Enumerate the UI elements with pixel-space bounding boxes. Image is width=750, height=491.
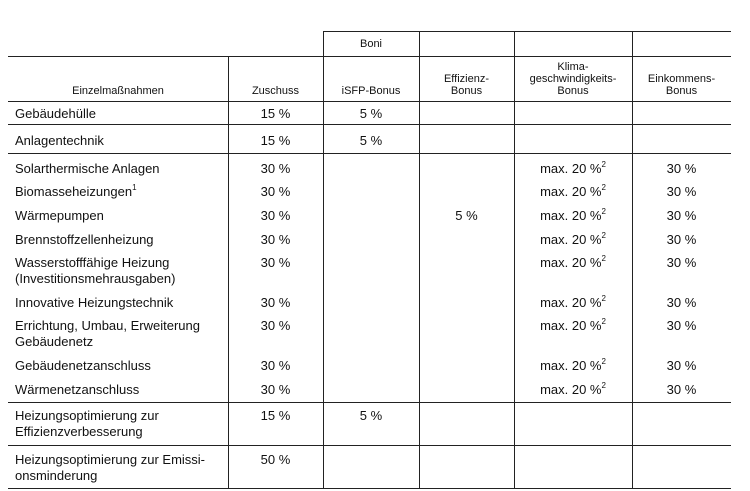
klima-text: max. 20 %: [540, 208, 602, 223]
row-label-line: Wasserstofffähige Heizung: [15, 255, 170, 270]
footnote-ref: 1: [132, 183, 137, 192]
einkommen-value: 30 %: [666, 255, 697, 270]
zuschuss-value: 30 %: [260, 255, 291, 270]
rule: [8, 124, 731, 125]
rule: [8, 56, 731, 57]
header-line: geschwindigkeits-: [529, 73, 617, 85]
klima-value: [514, 358, 632, 374]
klima-text: max. 20 %: [540, 232, 602, 247]
header-line: Effizienz-: [443, 73, 490, 85]
footnote-ref: 2: [601, 254, 606, 263]
row-label: Gebäudehülle: [15, 106, 96, 121]
isfp-value: 5 %: [359, 106, 383, 121]
rule: [323, 31, 731, 32]
einkommen-value: 30 %: [666, 318, 697, 333]
row-label: Anlagentechnik: [15, 133, 104, 148]
zuschuss-value: 30 %: [260, 318, 291, 333]
zuschuss-value: 30 %: [260, 232, 291, 247]
klima-text: max. 20 %: [540, 295, 602, 310]
footnote-ref: 2: [601, 231, 606, 240]
column-header-zuschuss: Zuschuss: [251, 85, 300, 97]
boni-header: Boni: [359, 38, 383, 50]
zuschuss-value: 15 %: [260, 408, 291, 423]
footnote-ref: 2: [601, 160, 606, 169]
klima-value: [514, 184, 632, 200]
klima-text: max. 20 %: [540, 382, 602, 397]
isfp-value: 5 %: [359, 133, 383, 148]
klima-text: max. 20 %: [540, 161, 602, 176]
row-label: Wärmenetzanschluss: [15, 382, 140, 397]
row-label: Gebäudenetzanschluss: [15, 358, 151, 373]
einkommen-value: 30 %: [666, 232, 697, 247]
einkommen-value: 30 %: [666, 382, 697, 397]
column-header-effizienz: [419, 73, 514, 97]
row-label: Innovative Heizungstechnik: [15, 295, 174, 310]
row-label: [15, 318, 200, 350]
header-line: Klima-: [557, 61, 589, 73]
footnote-ref: 2: [601, 357, 606, 366]
zuschuss-value: 30 %: [260, 208, 291, 223]
column-header-einkommen: [632, 73, 731, 97]
rule: [8, 101, 731, 102]
klima-value: [514, 255, 632, 271]
zuschuss-value: 30 %: [260, 382, 291, 397]
zuschuss-value: 15 %: [260, 133, 291, 148]
klima-text: max. 20 %: [540, 318, 602, 333]
klima-value: [514, 161, 632, 177]
klima-value: [514, 295, 632, 311]
rule: [8, 402, 731, 403]
row-label: [15, 408, 159, 440]
row-label-line: Heizungsoptimierung zur Emissi-: [15, 452, 206, 467]
footnote-ref: 2: [601, 381, 606, 390]
row-label-line: (Investitionsmehrausgaben): [15, 271, 176, 286]
klima-value: [514, 382, 632, 398]
klima-text: max. 20 %: [540, 255, 602, 270]
footnote-ref: 2: [601, 317, 606, 326]
klima-value: [514, 232, 632, 248]
row-label: [15, 452, 205, 484]
header-line: Bonus: [665, 85, 698, 97]
rule: [8, 488, 731, 489]
klima-text: max. 20 %: [540, 184, 602, 199]
rule: [419, 31, 420, 488]
einkommen-value: 30 %: [666, 161, 697, 176]
zuschuss-value: 50 %: [260, 452, 291, 467]
klima-value: [514, 318, 632, 334]
row-label-text: Biomasseheizungen: [15, 184, 133, 199]
header-line: Bonus: [557, 85, 589, 97]
row-label-line: onsminderung: [15, 468, 98, 483]
column-header-isfp: iSFP-Bonus: [341, 85, 401, 97]
row-label: Solarthermische Anlagen: [15, 161, 160, 176]
einkommen-value: 30 %: [666, 295, 697, 310]
zuschuss-value: 30 %: [260, 184, 291, 199]
zuschuss-value: 15 %: [260, 106, 291, 121]
einkommen-value: 30 %: [666, 208, 697, 223]
klima-value: [514, 208, 632, 224]
zuschuss-value: 30 %: [260, 295, 291, 310]
einkommen-value: 30 %: [666, 184, 697, 199]
footnote-ref: 2: [601, 294, 606, 303]
column-header-klima: [514, 61, 632, 97]
zuschuss-value: 30 %: [260, 358, 291, 373]
isfp-value: 5 %: [359, 408, 383, 423]
row-label: [15, 184, 137, 200]
row-label: Wärmepumpen: [15, 208, 104, 223]
row-label-line: Effizienzverbesserung: [15, 424, 143, 439]
header-line: Bonus: [450, 85, 483, 97]
header-line: Einkommens-: [647, 73, 716, 85]
row-label-line: Gebäudenetz: [15, 334, 94, 349]
rule: [8, 445, 731, 446]
zuschuss-value: 30 %: [260, 161, 291, 176]
einkommen-value: 30 %: [666, 358, 697, 373]
rule: [8, 153, 731, 154]
row-label: Brennstoffzellenheizung: [15, 232, 154, 247]
footnote-ref: 2: [601, 207, 606, 216]
column-header-einzelmassnahmen: Einzelmaßnahmen: [72, 85, 164, 97]
footnote-ref: 2: [601, 183, 606, 192]
row-label-line: Heizungsoptimierung zur: [15, 408, 159, 423]
effizienz-value: 5 %: [455, 208, 478, 223]
klima-text: max. 20 %: [540, 358, 602, 373]
row-label: [15, 255, 175, 287]
row-label-line: Errichtung, Umbau, Erweiterung: [15, 318, 200, 333]
